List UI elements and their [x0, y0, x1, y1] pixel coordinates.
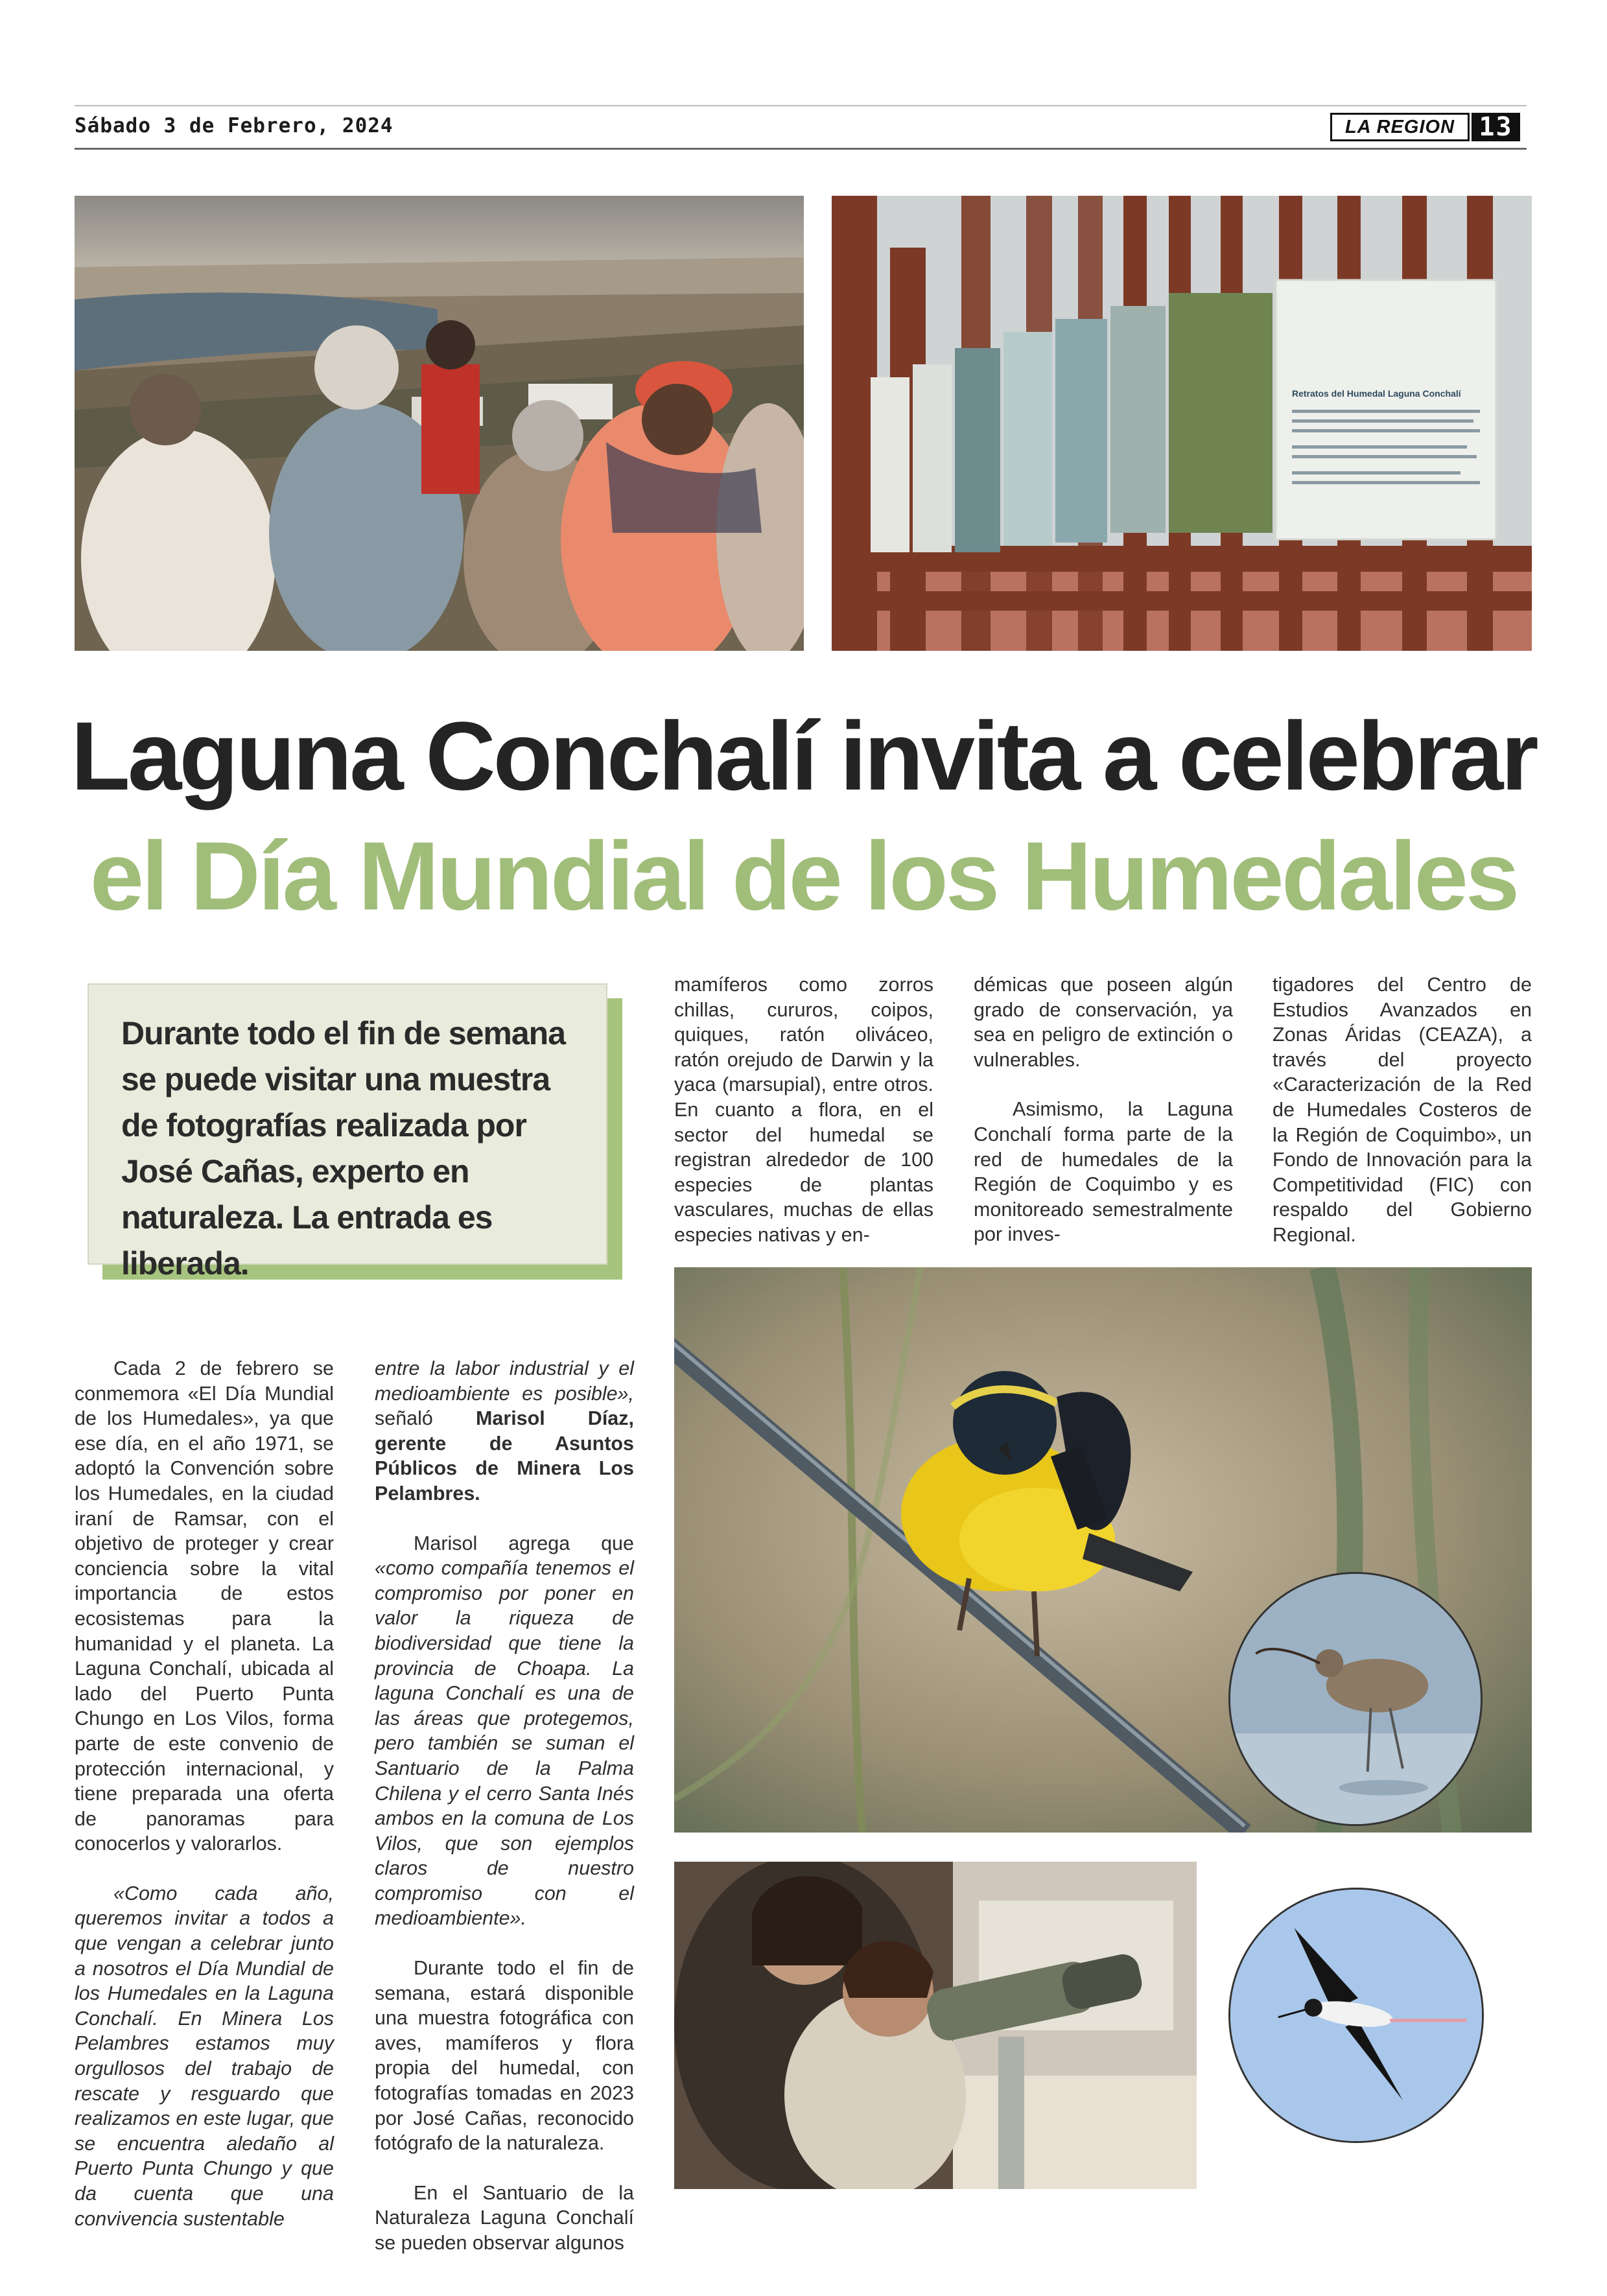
page-number: 13 — [1472, 113, 1520, 141]
col2-quote: «como compañía tenemos el compromiso por poner en valor la riqueza de biodiversidad que tiene la provincia de Choapa. La laguna Conchalí es una de las áreas que protegemos, pero también se suman el Santuario de la Palma Chilena y el cerro Santa Inés ambos en la comuna de Los Vilos, que son ejemplos claros de nuestro compromiso con el medioambiente». — [375, 1557, 634, 1930]
col3-paragraph-1: mamíferos como zorros chillas, cururos, coipos, quiques, ratón oliváceo, ratón orejudo de Darwin y la yaca (marsupial), entre otros. En cuanto a flora, en el sector del humedal se registran alrededor de 100 especies de plantas vasculares, muchas de ellas especies nativas y en- — [674, 974, 933, 1246]
article-column-3 — [674, 972, 933, 1272]
issue-date: Sábado 3 de Febrero, 2024 — [75, 114, 393, 137]
article-column-2 — [375, 1356, 634, 2280]
header-rule-bottom — [75, 148, 1527, 150]
col2-paragraph-1 — [375, 1356, 634, 1506]
photo-visitors-lagoon — [75, 196, 804, 651]
col4-paragraph-1: démicas que poseen algún grado de conservación, ya sea en peligro de extinción o vulnerables. — [974, 974, 1233, 1071]
col2-intro: Marisol agrega que — [414, 1532, 634, 1554]
col2-quote-end: entre la labor industrial y el medioambiente es posible», — [375, 1357, 634, 1405]
photo-child-telescope — [674, 1862, 1197, 2189]
article-column-4 — [974, 972, 1233, 1272]
col4-paragraph-2: Asimismo, la Laguna Conchalí forma parte de la red de humedales de la Región de Coquimbo y es monitoreado semestralmente por inves- — [974, 1098, 1233, 1246]
photo-shorebird-circle — [1228, 1572, 1483, 1826]
article-column-5 — [1273, 972, 1532, 1272]
col2-attribution: señaló — [375, 1407, 476, 1430]
col1-paragraph-2 — [75, 1881, 334, 2231]
lead-box — [88, 983, 607, 1282]
col5-paragraph-1: tigadores del Centro de Estudios Avanzados en Zonas Áridas (CEAZA), a través del proyecto «Caracterización de la Red de Humedales Costeros de la Región de Coquimbo», un Fondo de Innovación para la Competitividad (FIC) con respaldo del Gobierno Regional. — [1273, 974, 1532, 1246]
article-column-1 — [75, 1356, 334, 2256]
panel-title-text: Retratos del Humedal Laguna Conchalí — [1292, 388, 1461, 399]
header-rule-top — [75, 105, 1527, 106]
col2-speaker: Marisol Díaz, gerente de Asuntos Públicos de Minera Los Pelambres. — [375, 1407, 634, 1505]
newspaper-masthead: LA REGION — [1330, 113, 1470, 141]
col2-paragraph-2 — [375, 1531, 634, 1932]
col2-paragraph-3: Durante todo el fin de semana, estará disponible una muestra fotográfica con aves, mamíferos y flora propia del humedal, con fotografías tomadas en 2023 por José Cañas, reconocido fotógrafo de la naturaleza. — [375, 1957, 634, 2155]
photo-stilt-circle — [1228, 1888, 1484, 2143]
headline-line-2: el Día Mundial de los Humedales — [89, 821, 1518, 930]
col2-paragraph-4: En el Santuario de la Naturaleza Laguna Conchalí se pueden observar algunos — [375, 2181, 634, 2254]
lead-text: Durante todo el fin de semana se puede visitar una muestra de fotografías realizada por José Cañas, experto en naturaleza. La entrada es liberada. — [121, 1015, 566, 1282]
headline-line-1: Laguna Conchalí invita a celebrar — [71, 701, 1536, 810]
col1-paragraph-1: Cada 2 de febrero se conmemora «El Día Mundial de los Humedales», ya que ese día, en el año 1971, se adoptó la Convención sobre los Humedales, en la ciudad iraní de Ramsar, con el objetivo de proteger y crear conciencia sobre la vital importancia de estos ecosistemas para la humanidad y el planeta. La Laguna Conchalí, ubicada al lado del Puerto Punta Chungo en Los Vilos, forma parte de este convenio de protección internacional, y tiene preparada una oferta de panoramas para conocerlos y valorarlos. — [75, 1357, 334, 1855]
photo-exhibition-panels — [832, 196, 1532, 651]
col1-quote: «Como cada año, queremos invitar a todos a que vengan a celebrar junto a nosotros el Día Mundial de los Humedales en la Laguna Conchalí. En Minera Los Pelambres estamos muy orgullosos del trabajo de rescate y resguardo que realizamos en este lugar, que se encuentra aledaño al Puerto Punta Chungo y que da cuenta que una convivencia sustentable — [75, 1882, 334, 2230]
